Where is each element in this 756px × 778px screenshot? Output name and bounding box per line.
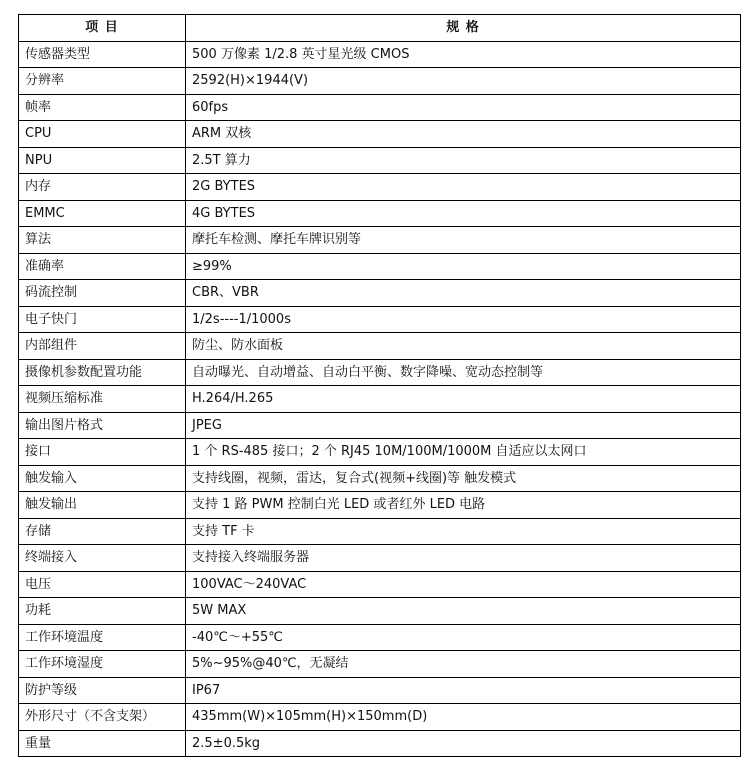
row-label: 防护等级 <box>19 677 186 704</box>
row-value: IP67 <box>186 677 741 704</box>
table-row <box>19 598 741 625</box>
row-label: 重量 <box>19 730 186 757</box>
row-value: 2592(H)×1944(V) <box>186 68 741 95</box>
row-value: ≥99% <box>186 253 741 280</box>
row-label: 输出图片格式 <box>19 412 186 439</box>
row-value: 5W MAX <box>186 598 741 625</box>
table-row <box>19 227 741 254</box>
spec-table <box>18 14 741 757</box>
table-row <box>19 41 741 68</box>
row-label: 视频压缩标准 <box>19 386 186 413</box>
row-label: 外形尺寸（不含支架） <box>19 704 186 731</box>
row-value: 1 个 RS-485 接口；2 个 RJ45 10M/100M/1000M 自适应以太网口 <box>186 439 741 466</box>
table-row <box>19 386 741 413</box>
table-row <box>19 121 741 148</box>
row-value: 摩托车检测、摩托车牌识别等 <box>186 227 741 254</box>
row-label: 功耗 <box>19 598 186 625</box>
row-label: 电压 <box>19 571 186 598</box>
row-label: 终端接入 <box>19 545 186 572</box>
table-row <box>19 94 741 121</box>
row-label: CPU <box>19 121 186 148</box>
row-label: 工作环境湿度 <box>19 651 186 678</box>
row-value: 自动曝光、自动增益、自动白平衡、数字降噪、宽动态控制等 <box>186 359 741 386</box>
table-row <box>19 704 741 731</box>
row-value: ARM 双核 <box>186 121 741 148</box>
row-label: NPU <box>19 147 186 174</box>
row-value: 60fps <box>186 94 741 121</box>
row-value: H.264/H.265 <box>186 386 741 413</box>
header-spec: 规 格 <box>186 15 741 42</box>
table-row <box>19 730 741 757</box>
table-row <box>19 68 741 95</box>
row-label: 内部组件 <box>19 333 186 360</box>
row-value: 支持 TF 卡 <box>186 518 741 545</box>
row-label: 存储 <box>19 518 186 545</box>
row-value: 2.5±0.5kg <box>186 730 741 757</box>
row-value: 防尘、防水面板 <box>186 333 741 360</box>
table-row <box>19 518 741 545</box>
table-row <box>19 412 741 439</box>
table-row <box>19 359 741 386</box>
row-value: CBR、VBR <box>186 280 741 307</box>
row-label: EMMC <box>19 200 186 227</box>
row-value: 1/2s----1/1000s <box>186 306 741 333</box>
table-row <box>19 306 741 333</box>
table-row <box>19 200 741 227</box>
row-value: 100VAC～240VAC <box>186 571 741 598</box>
table-row <box>19 571 741 598</box>
table-header-row <box>19 15 741 42</box>
table-row <box>19 492 741 519</box>
row-value: 支持 1 路 PWM 控制白光 LED 或者红外 LED 电路 <box>186 492 741 519</box>
row-value: 2G BYTES <box>186 174 741 201</box>
row-label: 内存 <box>19 174 186 201</box>
table-row <box>19 333 741 360</box>
row-label: 触发输入 <box>19 465 186 492</box>
table-row <box>19 174 741 201</box>
row-value: JPEG <box>186 412 741 439</box>
row-value: 435mm(W)×105mm(H)×150mm(D) <box>186 704 741 731</box>
row-label: 分辨率 <box>19 68 186 95</box>
row-label: 电子快门 <box>19 306 186 333</box>
row-value: 2.5T 算力 <box>186 147 741 174</box>
table-row <box>19 280 741 307</box>
row-value: 5%~95%@40℃，无凝结 <box>186 651 741 678</box>
row-label: 摄像机参数配置功能 <box>19 359 186 386</box>
row-value: 4G BYTES <box>186 200 741 227</box>
table-row <box>19 651 741 678</box>
table-row <box>19 253 741 280</box>
row-value: -40℃～+55℃ <box>186 624 741 651</box>
row-label: 工作环境温度 <box>19 624 186 651</box>
row-label: 帧率 <box>19 94 186 121</box>
row-label: 传感器类型 <box>19 41 186 68</box>
row-label: 准确率 <box>19 253 186 280</box>
row-label: 接口 <box>19 439 186 466</box>
header-item: 项 目 <box>19 15 186 42</box>
table-row <box>19 465 741 492</box>
row-label: 算法 <box>19 227 186 254</box>
row-value: 支持接入终端服务器 <box>186 545 741 572</box>
row-label: 触发输出 <box>19 492 186 519</box>
table-row <box>19 624 741 651</box>
table-body <box>19 41 741 757</box>
row-value: 500 万像素 1/2.8 英寸星光级 CMOS <box>186 41 741 68</box>
table-row <box>19 545 741 572</box>
row-label: 码流控制 <box>19 280 186 307</box>
row-value: 支持线圈，视频，雷达，复合式(视频+线圈)等 触发模式 <box>186 465 741 492</box>
table-row <box>19 677 741 704</box>
table-row <box>19 147 741 174</box>
table-row <box>19 439 741 466</box>
